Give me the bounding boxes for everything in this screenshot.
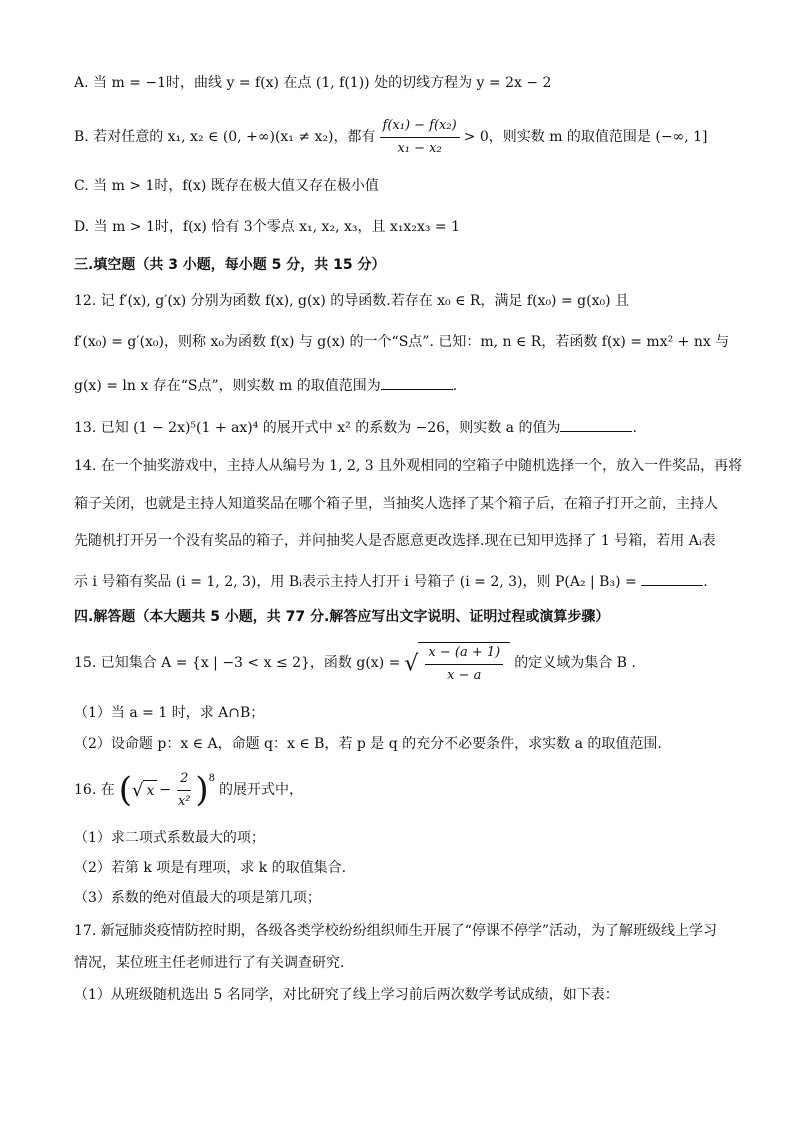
q13-text: 13. 已知 (1 − 2x)⁵(1 + ax)⁴ 的展开式中 x² 的系数为 −26，则实数 a 的值为	[74, 420, 561, 436]
q13: 13. 已知 (1 − 2x)⁵(1 + ax)⁴ 的展开式中 x² 的系数为 −26，则实数 a 的值为 .	[74, 417, 754, 437]
q15-suffix: 的定义域为集合 B .	[514, 655, 636, 671]
option-d: D. 当 m > 1时，f(x) 恰有 3个零点 x₁, x₂, x₃，且 x₁x₂x₃ = 1	[74, 219, 460, 235]
q14-line-2: 箱子关闭，也就是主持人知道奖品在哪个箱子里，当抽奖人选择了某个箱子后，在箱子打开之前，主持人	[74, 496, 718, 512]
q15-part-1: （1）当 a = 1 时，求 A∩B；	[74, 705, 265, 721]
q15-prefix: 15. 已知集合 A = {x | −3 < x ≤ 2}，函数 g(x) =	[74, 655, 401, 671]
option-c: C. 当 m > 1时，f(x) 既存在极大值又存在极小值	[74, 178, 379, 194]
q17-line-2: 情况，某位班主任老师进行了有关调查研究.	[74, 955, 345, 971]
q14-line-4-text: 示 i 号箱有奖品 (i = 1, 2, 3)，用 Bᵢ表示主持人打开 i 号箱子 (i = 2, 3)，则 P(A₂ | B₃) =	[74, 574, 637, 590]
q15-denominator: x − a	[447, 667, 482, 683]
q16-prefix: 16. 在	[74, 782, 115, 798]
q15-sqrt: √ $\frac{x - (a + 1)}{x - a}$	[404, 642, 510, 685]
q16-part-3: （3）系数的绝对值最大的项是第几项；	[74, 890, 321, 906]
answer-blank	[560, 417, 632, 432]
q16-fraction	[177, 770, 191, 811]
q15-stem	[74, 643, 754, 683]
q14-line-1: 14. 在一个抽奖游戏中，主持人从编号为 1, 2, 3 且外观相同的空箱子中随机选择一个，放入一件奖品，再将	[74, 458, 743, 474]
q16-part-1: （1）求二项式系数最大的项；	[74, 830, 265, 846]
q16-part-2: （2）若第 k 项是有理项，求 k 的取值集合.	[74, 860, 347, 876]
option-b-numerator: f(x₁) − f(x₂)	[380, 117, 460, 138]
right-paren: )	[195, 770, 209, 810]
section-heading-fill-in: 三.填空题（共 3 小题，每小题 5 分，共 15 分）	[74, 257, 386, 273]
q12-line-2: f′(x₀) = g′(x₀)，则称 x₀为函数 f(x) 与 g(x) 的一个“S点”. 已知：m, n ∈ R，若函数 f(x) = mx² + nx 与	[74, 334, 730, 350]
option-a: A. 当 m = −1时，曲线 y = f(x) 在点 (1, f(1)) 处的切线方程为 y = 2x − 2	[74, 75, 552, 91]
left-paren: (	[118, 770, 132, 810]
answer-blank	[381, 375, 453, 390]
q16-numerator: 2	[177, 770, 191, 791]
q16-stem	[74, 768, 754, 812]
q16-sqrt: √ x	[132, 780, 157, 800]
q16-exponent: 8	[208, 773, 216, 784]
option-b-fraction	[380, 117, 460, 158]
q15-radicand	[418, 642, 510, 685]
q12-line-3-text: g(x) = ln x 存在“S点”，则实数 m 的取值范围为	[74, 378, 381, 394]
q15-fraction	[425, 644, 503, 685]
option-b-prefix: B. 若对任意的 x₁, x₂ ∈ (0, +∞)(x₁ ≠ x₂)，都有	[74, 129, 376, 145]
q12-line-1: 12. 记 f′(x), g′(x) 分别为函数 f(x), g(x) 的导函数.若存在 x₀ ∈ R，满足 f(x₀) = g(x₀) 且	[74, 293, 629, 309]
section-heading-answers: 四.解答题（本大题共 5 小题，共 77 分.解答应写出文字说明、证明过程或演算步骤）	[74, 609, 610, 625]
option-b-suffix: > 0，则实数 m 的取值范围是 (−∞, 1]	[463, 129, 708, 145]
q12-line-3: g(x) = ln x 存在“S点”，则实数 m 的取值范围为 .	[74, 375, 754, 395]
option-b	[74, 117, 754, 157]
q16-minus: −	[159, 782, 172, 798]
q16-radicand: x	[143, 780, 157, 800]
q14-line-3: 先随机打开另一个没有奖品的箱子，并问抽奖人是否愿意更改选择.现在已知甲选择了 1 号箱，若用 Aᵢ表	[74, 533, 716, 549]
q15-numerator: x − (a + 1)	[425, 644, 503, 665]
q15-part-2: （2）设命题 p：x ∈ A，命题 q：x ∈ B，若 p 是 q 的充分不必要条件，求实数 a 的取值范围.	[74, 736, 662, 752]
answer-blank	[641, 571, 703, 586]
q17-line-1: 17. 新冠肺炎疫情防控时期，各级各类学校纷纷组织师生开展了“停课不停学”活动，为了解班级线上学习	[74, 923, 718, 939]
q16-suffix: 的展开式中，	[219, 782, 304, 798]
q14-line-4: 示 i 号箱有奖品 (i = 1, 2, 3)，用 Bᵢ表示主持人打开 i 号箱子 (i = 2, 3)，则 P(A₂ | B₃) = .	[74, 571, 754, 591]
q17-part-1: （1）从班级随机选出 5 名同学，对比研究了线上学习前后两次数学考试成绩，如下表：	[74, 987, 619, 1003]
q16-denominator: x²	[177, 793, 191, 809]
option-b-denominator: x₁ − x₂	[397, 140, 442, 156]
